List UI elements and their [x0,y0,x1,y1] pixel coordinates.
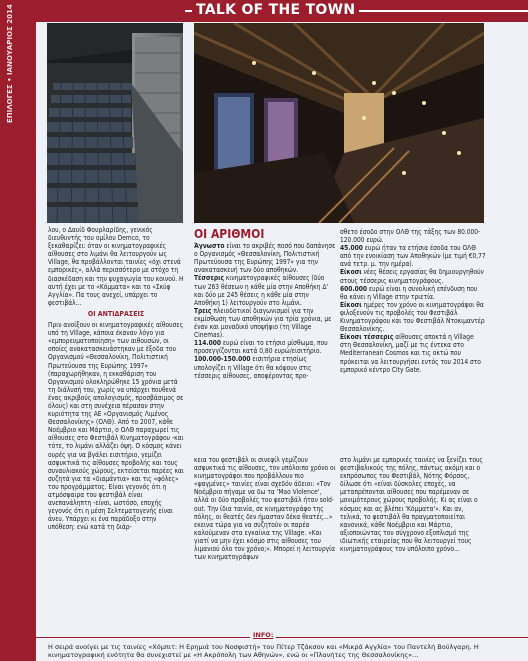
stat-text: εισιτήρια ετησίως υπολογίζει η Village ότι θα κόψουν στις τέσσερις αίθουσες, αποφέροντας προ- [194,355,312,380]
stat-item [194,355,336,379]
stat-text: πλειοδοτικοί διαγωνισμοί για την εκμίσθωση των αποθηκών για τρία χρόνια, με έναν και μοναδικό υποψήφιο (τη Village Cinemas). [194,306,332,340]
bottom-middle-column [194,456,337,561]
issue-label: ΕΠΙΛΟΓΕΣ • ΙΑΝΟΥΑΡΙΟΣ 2014 [6,4,14,123]
stat-key: 600.000 [340,284,368,293]
stat-text: αίθουσες αποκτά η Village στη Θεσσαλονίκη, μαζί με τις έντεκα στο Mediterranean Cosmos και τις οκτώ που πρόκειται να λειτουργήσει εντός του 2014 στο εμπορικό κέντρο City Gate. [340,333,481,374]
stat-key: Είκοσι τέσσερις [340,333,394,342]
stat-key: Τέσσερις [194,274,224,283]
section-heading: ΟΙ ΑΝΤΙΔΡΑΣΕΙΣ [87,309,145,318]
stat-item [340,228,486,244]
stat-key: Τρεις [194,306,212,315]
stat-text: είναι το ακριβές ποσό που δαπάνησε ο Οργανισμός «Θεσσαλονίκη, Πολιτιστική Πρωτεύουσα της Ευρώπης 1997» για την ανακατασκευή των δύο αποθηκών. [194,242,336,275]
info-title: INFO: [250,631,276,639]
stat-key: 45.000 [340,244,363,253]
stat-item [194,339,336,355]
stat-text: σθετο έσοδο στην ΟΛΘ της τάξης των 80.000-120.000 ευρώ. [340,228,481,245]
bottom-right-column [340,456,486,553]
cinema-interior-photo [194,23,484,223]
left-column [48,226,184,531]
body-paragraph: κεια του φεστιβάλ οι σινεφίλ γεμίζουν ασφυκτικά τις αίθουσες, τον υπόλοιπο χρόνο οι κινηματογράφοι που προβάλλουν πιο «ψαγμένες» ταινίες είναι σχεδόν άδειοι: «Τον Νοέμβριο πήγαμε να δω τα 'Mao Violence', αλλά οι δύο προβολές του φεστιβάλ ήταν sold-out. Την ίδια ταινία, σε κινηματογράφο της πόλης, οι θεατές δεν ήμασταν δέκα θεατές...» εκεινα τώρα για να συζητούν οι παρέα καλούμεναν στα εγκαίνια της Village. «Και γιατί να μην έχει κόσμο στις αίθουσες του λιμανιού όλο τον χρόνο;». Μπορεί η λειτουργία των κινηματογράφων [194,456,336,562]
stat-text: ευρώ είναι το ετήσιο μίσθωμα, που προσεγγίζονται κατά 0,80 ευρώ/εισιτήριο. [194,339,328,356]
stats-heading: ΟΙ ΑΡΙΘΜΟΙ [194,227,265,241]
stats-column-continued [340,228,486,374]
stat-text: ευρώ ήταν τα ετήσια έσοδα του ΟΛΘ από την ενοικίαση των Αποθηκών (με τιμή €0,77 ανά τετρ. μ. την ημέρα). [340,244,486,269]
stat-key: 100.000-150.000 [194,355,251,364]
stat-text: ευρώ είναι η συνολική επένδυση που θα κάνει η Village στην τριετία. [340,284,478,301]
body-paragraph: στο λιμάνι με εμπορικές ταινίες να ξενίζει τους φεστιβαλικούς της πόλης, πάντως ακόμη και ο εκπρόσωπος του Φεστιβάλ, Νότης Φόρσος, δίλωσε ότι «είναι δύσκολες εποχές, να μεταπρέπονται αίθουσες που παρέμεναν σε μονιμότερους χώρους προβολής. Κι ας είναι ο κόσμος και ας βλέπει 'Κόμματα'». Και αν, τελικά, το φεστιβάλ θα πραγματοποιείται κανονικά, κάθε Νοέμβριο και Μάρτιο, αξιοποιώντας τον σύγχρονο εξοπλισμό της ιδιωτικής εταιρείας που θα λειτουργεί τους κινηματογράφους τον υπόλοιπο χρόνο... [340,456,483,554]
stat-key: Είκοσι [340,268,362,277]
info-text: Η σειρά ανοίγει με τις ταινίες «Χόμπιτ: Η Ερημιά του Νοσφιστή» του Πίτερ Τζάκσον και «Μικρά Αγγλία» του Παντελή Βούλγαρη. Η κινηματογραφική ενότητα θα συνεχιστεί με «Η Ακρόπολη των Αθηνών», ενώ οι «Πλανήτες της Θεσσαλονίκης»... [48,643,479,659]
stat-key: Άγνωστο [194,242,225,251]
stat-text: νέες θέσεις εργασίας θα δημιουργηθούν στους τέσσερις κινηματογράφους. [340,268,484,285]
stats-column [194,228,336,380]
stat-item [340,268,486,284]
stat-item [194,274,336,306]
stat-key: 114.000 [194,339,222,348]
stat-item [340,333,486,373]
section-title: TALK OF THE TOWN [192,2,359,18]
stat-item [340,244,486,268]
info-rule [36,637,528,638]
stat-text: κινηματογραφικές αίθουσες (δύο των 263 θέσεων η κάθε μία στην Αποθήκη Δ' και δύο με 245 θέσεις η κάθε μία στην Αποθήκη 1) λειτουργούν στο λιμάνι. [194,274,329,307]
intro-paragraph: λου, ο Δαυίδ Φουρλαρίδης, γενικός διευθυντής του ομίλου Demco, το ξεκαθαρίζει: όταν οι κινηματογραφικές αίθουσες στο λιμάνι θα λειτουργούν ως Village, θα προβάλλονται ταινίες «όχι στενά εμπορικές», αλλά περισσότερο με στόχο τη διασκέδαση και την ψυχαγωγία του κοινού. Η αυτή έχει με το «Κόμματα» και το «Σκύφ Αγγλία». Πα τους ανεχεί, υπάρχει το φεστιβάλ... [48,226,184,307]
stat-item [194,307,336,339]
stat-item [340,285,486,301]
cinema-auditorium-photo [47,23,183,223]
stat-item [340,301,486,333]
body-paragraph: Πριν ανοίξουν οι κινηματογραφικές αίθουσες υπό τη Village, κάποια έκαναν λόγο για «εμπορευματοποίηση» των αιθουσών, οι οποίες ανακατασκευάστηκαν με έξοδα του Οργανισμού «Θεσσαλονίκη, Πολιτιστική Πρωτεύουσα της Ευρώπης 1997» (παραχωρήθηκαν, η εκκαθάριση του Οργανισμού ολοκληρώθηκε 15 χρόνια μετά τη διάλυσή του, χωρίς να υπάρχει πουθενά ένας ακριβούς απολογισμός, προσβάσιμος σε όλους) και στη συνέχεια πέρασαν στην κυριότητα της ΑΕ «Οργανισμός Λιμένος Θεσσαλονίκης» (ΟΛΘ). Από το 2007, κάθε Νοέμβριο και Μάρτιο, ο ΟΛΘ παραχωρεί τις αίθουσες στο Φεστιβάλ Κινηματογράφου -και τότε, το λιμάνι αλλάζει όψη. Ο κόσμος κάνει ουρές για να βγάλει εισιτήριο, γεμίζει ασφυκτικά τις αίθουσες προβολής και τους συναυλιακούς χώρους, εκτείσεται παρέες και συζητά για τα «διαμάντια» και τις «φόλες» του προγράμματος. Είναι γεγονός ότι η ατμόσφαιρα του φεστιβάλ είναι ανεπανάληπτη -είναι, ωστόσο, εποχής γεγονός ότι η μέση Σελτεματογενής είναι άνευ. Υπάρχει κι ένα παράδοξο στην υπόθεση: ενώ κατά τη διάρ- [48,321,184,532]
stat-text: ημέρες τον χρόνο οι κινηματογράφοι θα φιλοξενούν τις προβολές του Φεστιβάλ Κινηματογράφου και του Φεστιβάλ Ντοκιμαντέρ Θεσσαλονίκης. [340,300,485,334]
stat-key: Είκοσι [340,300,362,309]
stat-item [194,242,336,274]
